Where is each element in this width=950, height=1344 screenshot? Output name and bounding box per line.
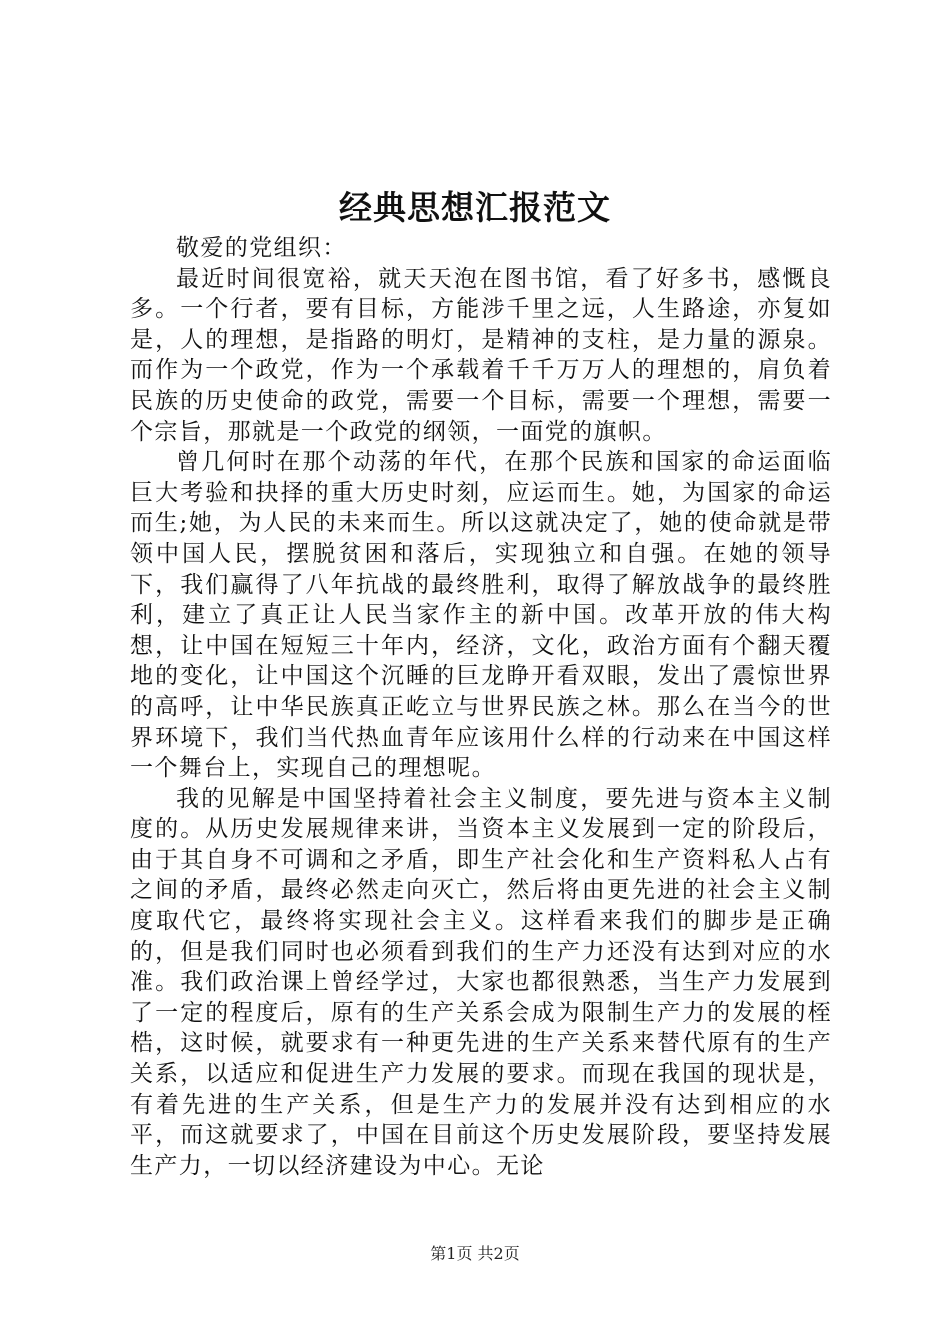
paragraph-2: 曾几何时在那个动荡的年代，在那个民族和国家的命运面临巨大考验和抉择的重大历史时刻，应运而生。她，为国家的命运而生;她，为人民的未来而生。所以这就决定了，她的使命就是带领中国人民，摆脱贫困和落后，实现独立和自强。在她的领导下，我们赢得了八年抗战的最终胜利，取得了解放战争的最终胜利，建立了真正让人民当家作主的新中国。改革开放的伟大构想，让中国在短短三十年内，经济，文化，政治方面有个翻天覆地的变化，让中国这个沉睡的巨龙睁开看双眼，发出了震惊世界的高呼，让中华民族真正屹立与世界民族之林。那么在当今的世界环境下，我们当代热血青年应该用什么样的行动来在中国这样一个舞台上，实现自己的理想呢。	[130, 449, 832, 782]
page-footer: 第1页 共2页	[430, 1244, 520, 1263]
document-body	[130, 233, 832, 1181]
salutation: 敬爱的党组织：	[176, 235, 347, 261]
paragraph-1: 最近时间很宽裕，就天天泡在图书馆，看了好多书，感慨良多。一个行者，要有目标，方能涉千里之远，人生路途，亦复如是，人的理想，是指路的明灯，是精神的支柱，是力量的源泉。而作为一个政党，作为一个承载着千千万万人的理想的，肩负着民族的历史使命的政党，需要一个目标，需要一个理想，需要一个宗旨，那就是一个政党的纲领，一面党的旗帜。	[130, 265, 832, 445]
paragraph-3: 我的见解是中国坚持着社会主义制度，要先进与资本主义制度的。从历史发展规律来讲，当资本主义发展到一定的阶段后，由于其自身不可调和之矛盾，即生产社会化和生产资料私人占有之间的矛盾，最终必然走向灭亡，然后将由更先进的社会主义制度取代它，最终将实现社会主义。这样看来我们的脚步是正确的，但是我们同时也必须看到我们的生产力还没有达到对应的水准。我们政治课上曾经学过，大家也都很熟悉，当生产力发展到了一定的程度后，原有的生产关系会成为限制生产力的发展的桎梏，这时候，就要求有一种更先进的生产关系来替代原有的生产关系，以适应和促进生产力发展的要求。而现在我国的现状是，有着先进的生产关系，但是生产力的发展并没有达到相应的水平，而这就要求了，中国在目前这个历史发展阶段，要坚持发展生产力，一切以经济建设为中心。无论	[130, 785, 832, 1179]
document-title: 经典思想汇报范文	[339, 188, 611, 227]
